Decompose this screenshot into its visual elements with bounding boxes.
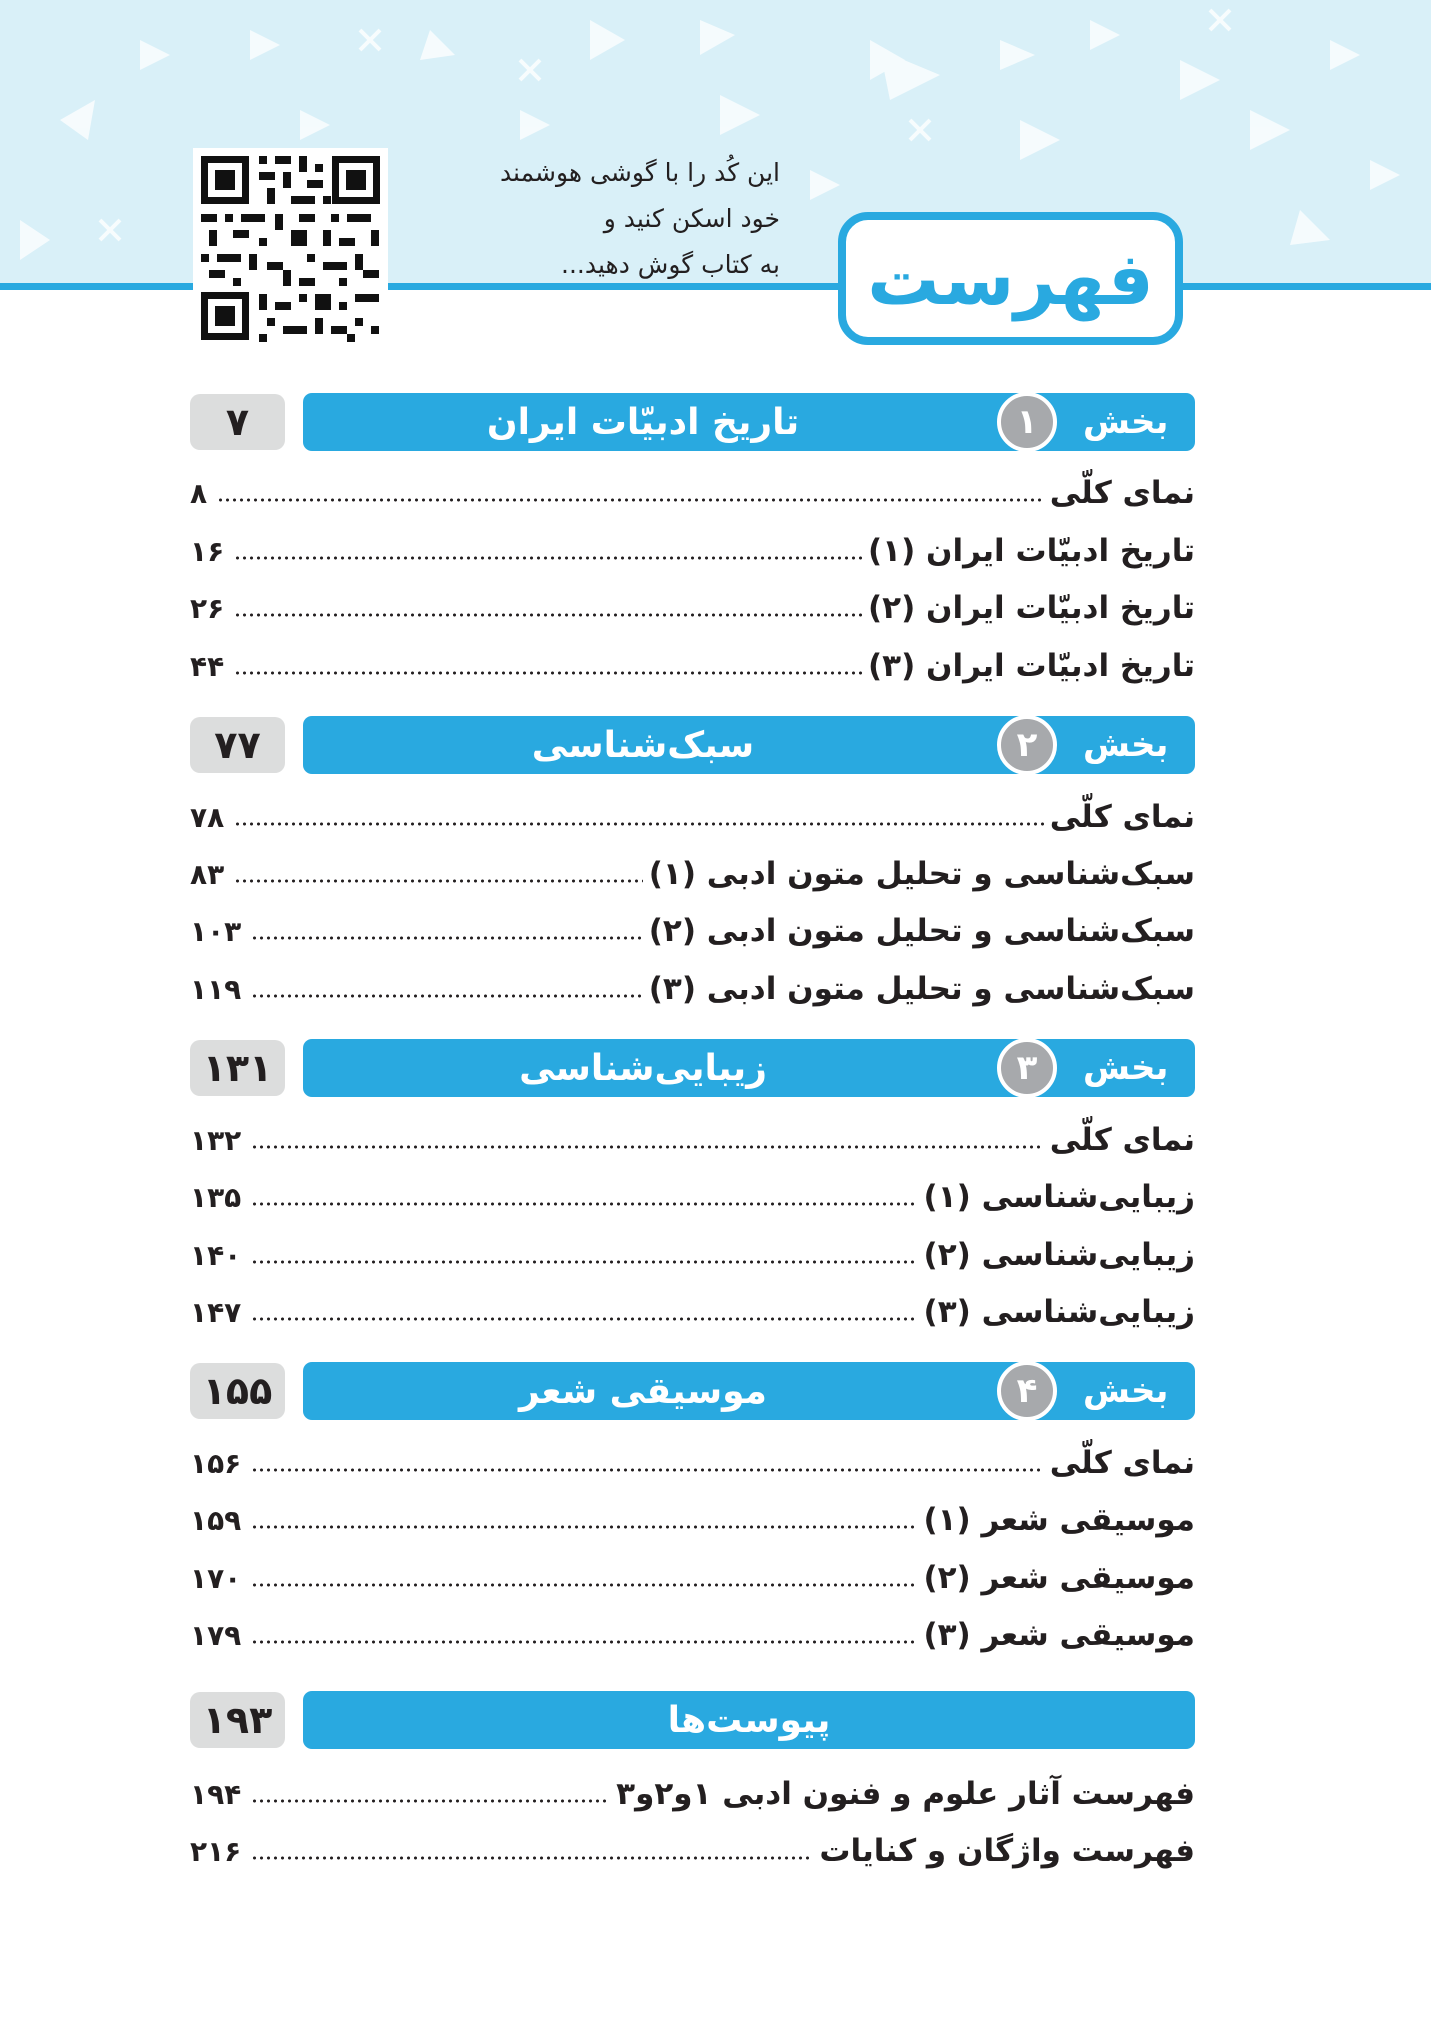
section-label: بخش <box>1083 1048 1169 1088</box>
leader-dots <box>251 1583 917 1587</box>
entry-title: فهرست آثار علوم و فنون ادبی ۱و۲و۳ <box>616 1776 1195 1812</box>
section-number-badge: ۱ <box>997 392 1057 452</box>
page-title: فهرست <box>867 236 1154 321</box>
toc-entry[interactable] <box>190 1439 1195 1487</box>
entry-title: موسیقی شعر (۱) <box>923 1502 1195 1538</box>
section-number-badge: ۳ <box>997 1038 1057 1098</box>
section-header-1[interactable] <box>0 392 1431 452</box>
leader-dots <box>217 498 1044 502</box>
entry-page: ۱۷۹ <box>190 1618 242 1652</box>
entry-page: ۲۱۶ <box>190 1834 242 1868</box>
toc-entry[interactable] <box>190 1173 1195 1221</box>
entry-page: ۷۸ <box>190 800 225 834</box>
section-label: بخش <box>1083 1371 1169 1411</box>
entry-page: ۱۰۳ <box>190 914 242 948</box>
entry-page: ۱۷۰ <box>190 1561 242 1595</box>
section-number-badge: ۴ <box>997 1361 1057 1421</box>
section-page: ۷ <box>190 394 285 450</box>
entry-title: زیبایی‌شناسی (۱) <box>923 1179 1195 1215</box>
section-page: ۱۵۵ <box>190 1363 285 1419</box>
entry-page: ۱۴۷ <box>190 1295 242 1329</box>
entry-title: نمای کلّی <box>1049 475 1195 511</box>
toc-entry[interactable] <box>190 642 1195 690</box>
qr-line-3: به کتاب گوش دهید... <box>561 250 780 279</box>
entry-title: نمای کلّی <box>1049 1445 1195 1481</box>
section-header-3[interactable] <box>0 1038 1431 1098</box>
entry-page: ۱۱۹ <box>190 972 242 1006</box>
section-page: ۱۳۱ <box>190 1040 285 1096</box>
entry-title: تاریخ ادبیّات ایران (۳) <box>867 648 1195 684</box>
entry-page: ۱۳۲ <box>190 1123 242 1157</box>
entry-page: ۸۳ <box>190 857 225 891</box>
entry-title: زیبایی‌شناسی (۳) <box>923 1294 1195 1330</box>
toc-entry[interactable] <box>190 527 1195 575</box>
leader-dots <box>234 671 862 675</box>
section-title: تاریخ ادبیّات ایران <box>486 401 800 443</box>
section-page: ۷۷ <box>190 717 285 773</box>
entry-title: تاریخ ادبیّات ایران (۲) <box>867 590 1195 626</box>
toc-entry[interactable] <box>190 1770 1195 1818</box>
entry-title: سبک‌شناسی و تحلیل متون ادبی (۱) <box>648 856 1195 892</box>
entry-page: ۸ <box>190 476 208 510</box>
leader-dots <box>234 556 862 560</box>
leader-dots <box>251 1525 917 1529</box>
leader-dots <box>251 1260 917 1264</box>
section-header-4[interactable] <box>0 1361 1431 1421</box>
section-title: زیبایی‌شناسی <box>519 1047 767 1089</box>
leader-dots <box>251 936 642 940</box>
toc-entry[interactable] <box>190 1611 1195 1659</box>
entry-title: موسیقی شعر (۲) <box>923 1560 1195 1596</box>
leader-dots <box>234 822 1044 826</box>
entry-title: سبک‌شناسی و تحلیل متون ادبی (۳) <box>648 971 1195 1007</box>
toc-entry[interactable] <box>190 793 1195 841</box>
section-label: بخش <box>1083 402 1169 442</box>
leader-dots <box>251 1856 813 1860</box>
leader-dots <box>234 879 643 883</box>
toc-entry[interactable] <box>190 584 1195 632</box>
entry-page: ۱۶ <box>190 534 225 568</box>
leader-dots <box>251 1317 917 1321</box>
entry-title: نمای کلّی <box>1049 799 1195 835</box>
qr-instructions <box>410 150 780 288</box>
entry-page: ۲۶ <box>190 591 225 625</box>
leader-dots <box>251 994 642 998</box>
entry-title: زیبایی‌شناسی (۲) <box>923 1237 1195 1273</box>
section-header-2[interactable] <box>0 715 1431 775</box>
leader-dots <box>251 1468 1043 1472</box>
entry-title: موسیقی شعر (۳) <box>923 1617 1195 1653</box>
entry-page: ۱۵۹ <box>190 1503 242 1537</box>
section-title: موسیقی شعر <box>519 1370 767 1412</box>
leader-dots <box>251 1202 917 1206</box>
toc-entry[interactable] <box>190 1827 1195 1875</box>
toc-entry[interactable] <box>190 1231 1195 1279</box>
entry-title: تاریخ ادبیّات ایران (۱) <box>867 533 1195 569</box>
toc-entry[interactable] <box>190 1554 1195 1602</box>
toc-entry[interactable] <box>190 850 1195 898</box>
section-number-badge: ۲ <box>997 715 1057 775</box>
section-title: سبک‌شناسی <box>531 724 755 766</box>
qr-code-graphic <box>193 148 388 348</box>
entry-page: ۴۴ <box>190 649 225 683</box>
toc-entry[interactable] <box>190 1496 1195 1544</box>
toc-entry[interactable] <box>190 1288 1195 1336</box>
qr-line-1: این کُد را با گوشی هوشمند <box>499 158 780 187</box>
entry-page: ۱۴۰ <box>190 1238 242 1272</box>
section-title: پیوست‌ها <box>667 1699 831 1741</box>
leader-dots <box>234 613 862 617</box>
leader-dots <box>251 1145 1043 1149</box>
section-label: بخش <box>1083 725 1169 765</box>
section-header-appendices[interactable] <box>0 1690 1431 1750</box>
entry-page: ۱۹۴ <box>190 1777 242 1811</box>
toc-entry[interactable] <box>190 469 1195 517</box>
entry-title: سبک‌شناسی و تحلیل متون ادبی (۲) <box>648 913 1195 949</box>
entry-title: نمای کلّی <box>1049 1122 1195 1158</box>
page-title-box <box>838 212 1183 345</box>
qr-line-2: خود اسکن کنید و <box>603 204 780 233</box>
leader-dots <box>251 1640 917 1644</box>
entry-title: فهرست واژگان و کنایات <box>819 1833 1195 1869</box>
toc-entry[interactable] <box>190 907 1195 955</box>
toc-entry[interactable] <box>190 965 1195 1013</box>
leader-dots <box>251 1799 610 1803</box>
entry-page: ۱۵۶ <box>190 1446 242 1480</box>
toc-entry[interactable] <box>190 1116 1195 1164</box>
entry-page: ۱۳۵ <box>190 1180 242 1214</box>
section-page: ۱۹۳ <box>190 1692 285 1748</box>
qr-code[interactable] <box>193 148 388 348</box>
